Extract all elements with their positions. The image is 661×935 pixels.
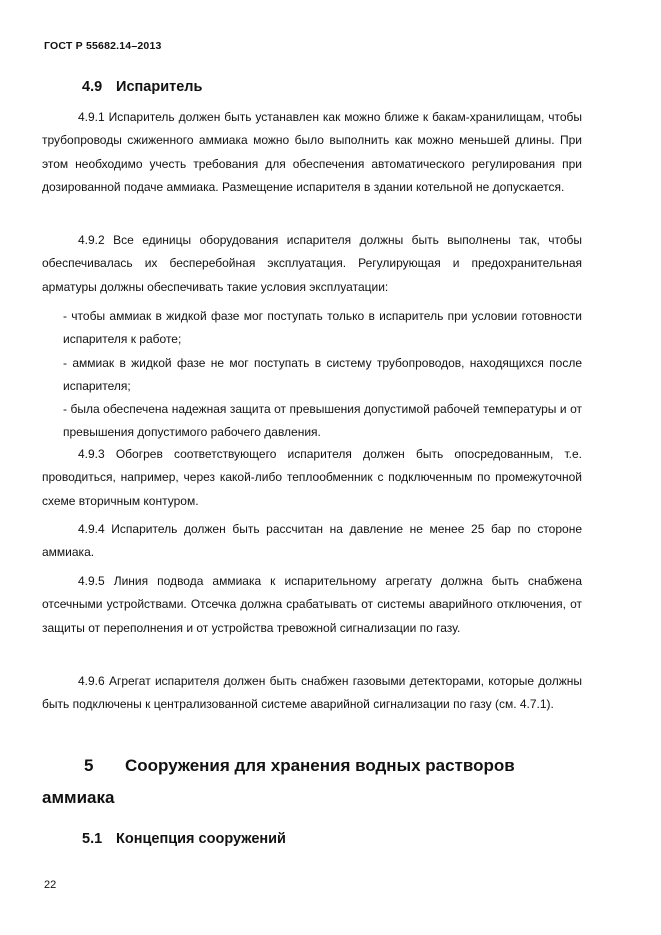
list-item: - аммиак в жидкой фазе не мог поступать в систему трубопроводов, находящихся после испарителя; [63, 355, 582, 393]
section-heading-5-1 [82, 831, 286, 847]
section-heading-4-9 [82, 79, 202, 95]
paragraph-text: 4.9.4 Испаритель должен быть рассчитан на давление не менее 25 бар по стороне аммиака. [42, 522, 582, 560]
chapter-heading-5 [42, 750, 582, 814]
paragraph-text: 4.9.5 Линия подвода аммиака к испарительному агрегату должна быть снабжена отсечными устройствами. Отсечка должна срабатывать от системы аварийного отключения, от защиты от переполнения и от устройства тревожной сигнализации по газу. [42, 574, 582, 635]
page-number: 22 [44, 879, 57, 891]
paragraph-4-9-5 [42, 570, 582, 640]
requirements-list [63, 305, 582, 445]
list-item: - была обеспечена надежная защита от превышения допустимой рабочей температуры и от превышения допустимого рабочего давления. [63, 402, 582, 440]
paragraph-4-9-4 [42, 518, 582, 565]
paragraph-text: 4.9.2 Все единицы оборудования испарителя должны быть выполнены так, чтобы обеспечивалась их бесперебойная эксплуатация. Регулирующая и предохранительная арматуры должны обеспечивать такие условия эксплуатации: [42, 233, 582, 294]
section-number: 5.1 [82, 831, 103, 847]
chapter-number: 5 [84, 756, 94, 775]
section-title: Испаритель [116, 79, 203, 95]
paragraph-4-9-2 [42, 229, 582, 299]
document-code: ГОСТ Р 55682.14–2013 [44, 40, 162, 52]
paragraph-text: 4.9.6 Агрегат испарителя должен быть снабжен газовыми детекторами, которые должны быть подключены к централизованной системе аварийной сигнализации по газу (см. 4.7.1). [42, 674, 582, 712]
chapter-title: Сооружения для хранения водных растворов аммиака [42, 756, 515, 807]
section-title: Концепция сооружений [116, 831, 286, 847]
paragraph-4-9-1 [42, 106, 582, 199]
list-item: - чтобы аммиак в жидкой фазе мог поступать только в испаритель при условии готовности испарителя к работе; [63, 309, 582, 347]
section-number: 4.9 [82, 79, 103, 95]
paragraph-4-9-3 [42, 443, 582, 513]
paragraph-text: 4.9.1 Испаритель должен быть устанавлен как можно ближе к бакам-хранилищам, чтобы трубопроводы сжиженного аммиака можно было выполнить как можно меньшей длины. При этом необходимо учесть требования для обеспечения автоматического регулирования при дозированной подаче аммиака. Размещение испарителя в здании котельной не допускается. [42, 110, 582, 194]
paragraph-text: 4.9.3 Обогрев соответствующего испарителя должен быть опосредованным, т.е. проводиться, например, через какой-либо теплообменник с подключенным по промежуточной схеме вторичным контуром. [42, 447, 582, 508]
paragraph-4-9-6 [42, 670, 582, 717]
